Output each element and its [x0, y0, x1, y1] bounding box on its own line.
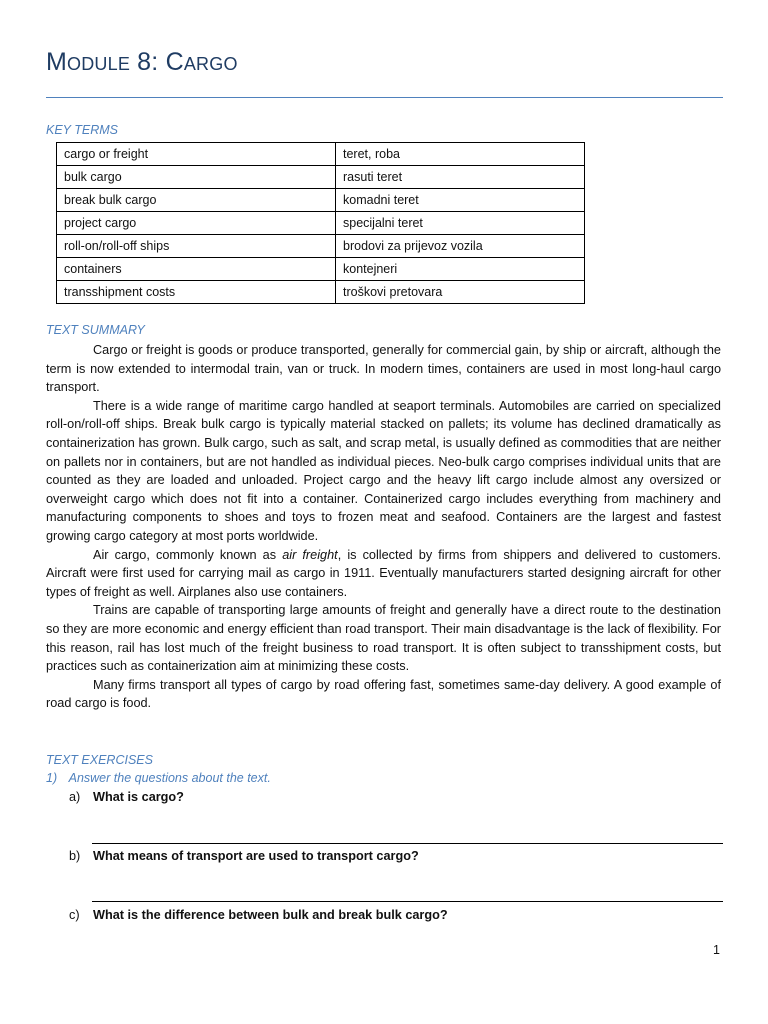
- term-english: containers: [57, 258, 336, 281]
- answer-line-b[interactable]: [92, 901, 723, 902]
- question-letter: c): [69, 908, 80, 922]
- table-row: [57, 143, 585, 166]
- term-croatian: teret, roba: [336, 143, 585, 166]
- question-a: [69, 790, 184, 804]
- summary-paragraph: [46, 546, 721, 602]
- question-text: What is the difference between bulk and break bulk cargo?: [93, 908, 448, 922]
- text-exercises-heading: TEXT EXERCISES: [46, 753, 153, 767]
- question-letter: b): [69, 849, 81, 863]
- term-english: break bulk cargo: [57, 189, 336, 212]
- term-croatian: brodovi za prijevoz vozila: [336, 235, 585, 258]
- term-croatian: kontejneri: [336, 258, 585, 281]
- term-english: project cargo: [57, 212, 336, 235]
- table-row: [57, 281, 585, 304]
- table-row: [57, 189, 585, 212]
- summary-text: [46, 341, 721, 713]
- task-number: 1): [46, 771, 58, 785]
- paragraph-text: , is collected by firms from shippers and delivered to customers. Aircraft were first used for carrying mail as cargo in 1911. Eventually manufacturers started designing aircraft for other types of freight as well. Airplanes also use containers.: [46, 547, 722, 599]
- question-text: What is cargo?: [93, 790, 184, 804]
- exercise-task: [46, 771, 271, 785]
- term-english: transshipment costs: [57, 281, 336, 304]
- table-row: [57, 166, 585, 189]
- table-row: [57, 212, 585, 235]
- summary-paragraph: Many firms transport all types of cargo by road offering fast, sometimes same-day delivery. A good example of road cargo is food.: [46, 677, 721, 711]
- page-number: 1: [713, 943, 720, 957]
- term-english: roll-on/roll-off ships: [57, 235, 336, 258]
- summary-paragraph: Trains are capable of transporting large amounts of freight and generally have a direct route to the destination so they are more economic and energy efficient than road transport. Their main disadvantage is the lack of flexibility. For this reason, rail has lost much of the freight business to road transport. It is often subject to transshipment costs, but practices such as containerization aim at minimizing these costs.: [46, 603, 721, 674]
- task-instruction: Answer the questions about the text.: [68, 771, 271, 785]
- term-croatian: specijalni teret: [336, 212, 585, 235]
- table-row: [57, 258, 585, 281]
- question-c: [69, 908, 448, 922]
- term-croatian: troškovi pretovara: [336, 281, 585, 304]
- summary-paragraph: There is a wide range of maritime cargo handled at seaport terminals. Automobiles are carried on specialized roll-on/roll-off ships. Break bulk cargo is typically material stacked on pallets; its volume has declined dramatically as containerization has grown. Bulk cargo, such as salt, and scrap metal, is usually defined as commodities that are neither on pallets nor in containers, but are not handled as individual pieces. Neo-bulk cargo comprises individual units that are counted as they are loaded and unloaded. Project cargo and the heavy lift cargo include almost any oversized or overweight cargo which does not fit into a container. Containerized cargo includes everything from machinery and manufacturing components to shoes and toys to frozen meat and seafood. Containers are the largest and fastest growing cargo category at most ports worldwide.: [46, 398, 721, 543]
- key-terms-table: [56, 142, 585, 304]
- paragraph-text: Air cargo, commonly known as: [93, 547, 283, 562]
- answer-line-a[interactable]: [92, 843, 723, 844]
- term-croatian: komadni teret: [336, 189, 585, 212]
- text-summary-heading: TEXT SUMMARY: [46, 323, 145, 337]
- term-croatian: rasuti teret: [336, 166, 585, 189]
- key-terms-heading: KEY TERMS: [46, 123, 119, 137]
- table-row: [57, 235, 585, 258]
- page-title: Module 8: Cargo: [46, 48, 238, 76]
- title-divider: [46, 97, 723, 98]
- term-english: cargo or freight: [57, 143, 336, 166]
- question-b: [69, 849, 419, 863]
- term-english: bulk cargo: [57, 166, 336, 189]
- emphasized-term: air freight: [282, 547, 338, 562]
- summary-paragraph: Cargo or freight is goods or produce transported, generally for commercial gain, by ship or aircraft, although the term is now extended to intermodal train, van or truck. In modern times, containers are used in most long-haul cargo transport.: [46, 343, 721, 395]
- question-letter: a): [69, 790, 81, 804]
- question-text: What means of transport are used to transport cargo?: [93, 849, 419, 863]
